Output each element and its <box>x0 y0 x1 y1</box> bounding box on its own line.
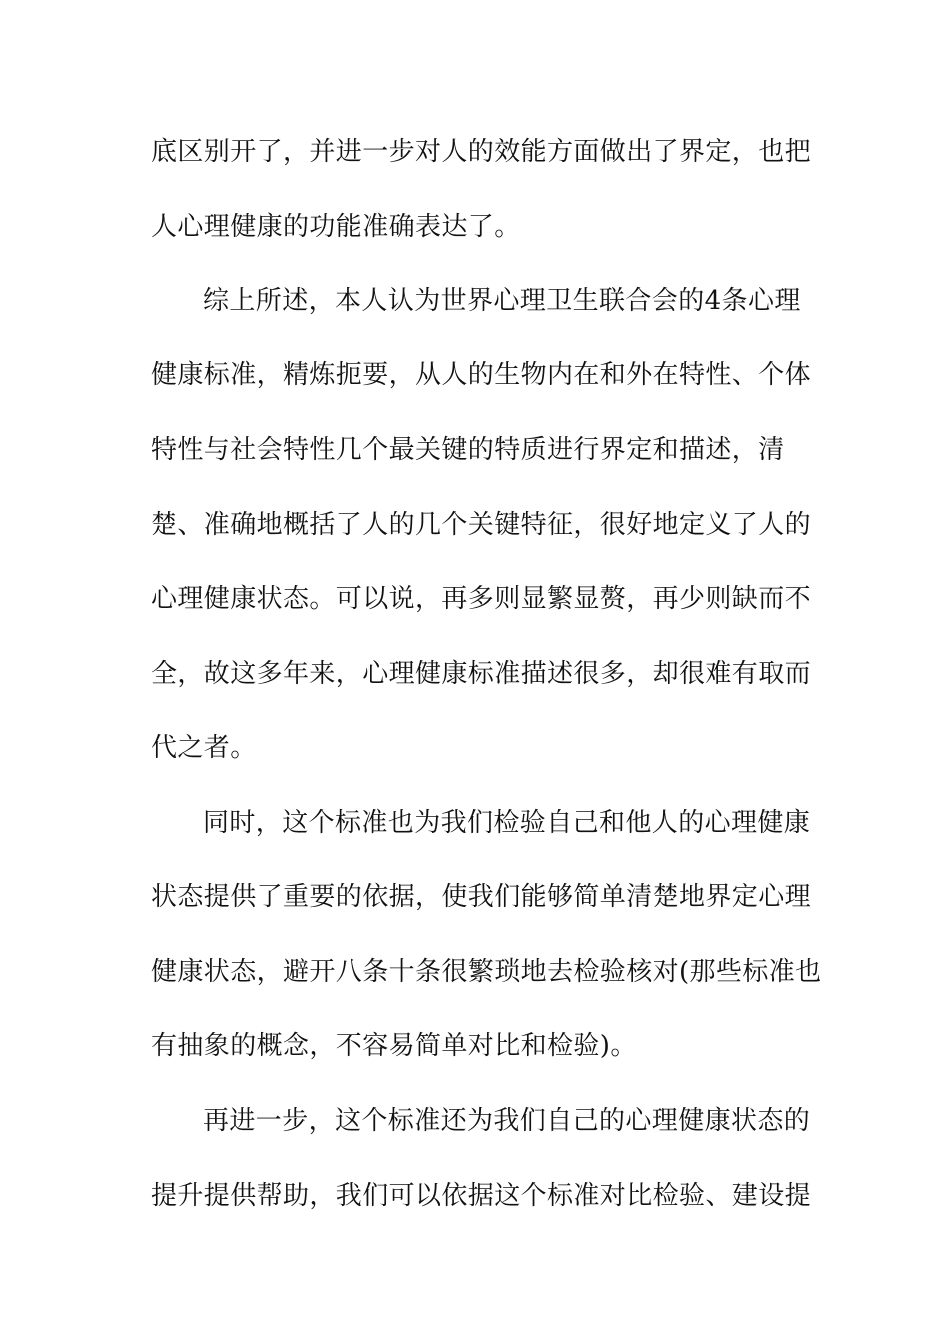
text-line: 特性与社会特性几个最关键的特质进行界定和描述，清 <box>151 435 785 465</box>
text-line: 全，故这多年来，心理健康标准描述很多，却很难有取而 <box>151 659 812 689</box>
paragraph-start-line: 综上所述，本人认为世界心理卫生联合会的4条心理 <box>203 286 801 316</box>
paragraph-start-line: 再进一步，这个标准还为我们自己的心理健康状态的 <box>203 1106 811 1136</box>
text-line: 提升提供帮助，我们可以依据这个标准对比检验、建设提 <box>151 1181 812 1211</box>
text-line: 心理健康状态。可以说，再多则显繁显赘，再少则缺而不 <box>151 584 812 614</box>
text-line: 状态提供了重要的依据，使我们能够简单清楚地界定心理 <box>151 882 812 912</box>
text-line: 人心理健康的功能准确表达了。 <box>151 212 521 242</box>
paragraph-start-line: 同时，这个标准也为我们检验自己和他人的心理健康 <box>203 808 811 838</box>
text-line: 健康状态，避开八条十条很繁琐地去检验核对(那些标准也 <box>151 957 822 987</box>
text-line: 代之者。 <box>151 733 257 763</box>
text-line: 健康标准，精炼扼要，从人的生物内在和外在特性、个体 <box>151 360 812 390</box>
text-line: 有抽象的概念，不容易简单对比和检验)。 <box>151 1031 637 1061</box>
text-line: 楚、准确地概括了人的几个关键特征，很好地定义了人的 <box>151 510 812 540</box>
text-line: 底区别开了，并进一步对人的效能方面做出了界定，也把 <box>151 137 812 167</box>
